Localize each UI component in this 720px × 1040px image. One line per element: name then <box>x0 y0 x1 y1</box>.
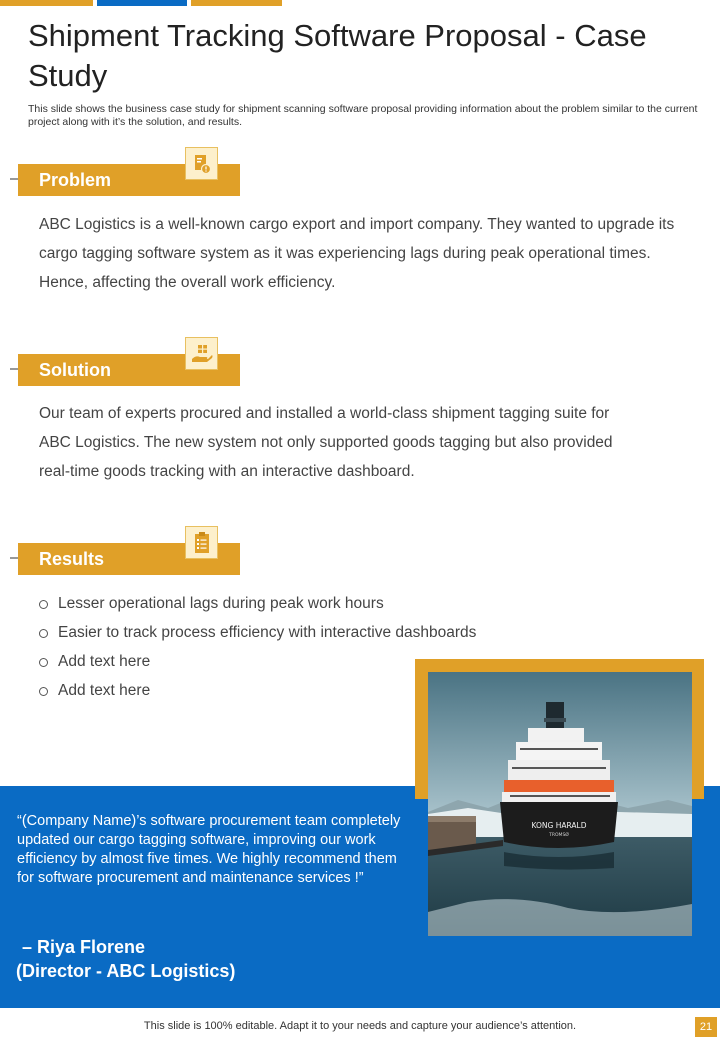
testimonial-name: – Riya Florene <box>22 937 146 957</box>
page-subtitle: This slide shows the business case study for shipment scanning software proposal providing information about the problem similar to the current project along with it’s the solution, and results. <box>28 103 698 128</box>
solution-label: Solution <box>39 360 111 380</box>
ship-name: KONG HARALD <box>531 821 587 830</box>
testimonial-role: (Director - ABC Logistics) <box>16 961 236 981</box>
ship-photo <box>428 672 692 936</box>
problem-text: ABC Logistics is a well-known cargo export and import company. They wanted to upgrade its cargo tagging software system as it was experiencing lags during peak operational times. Hence, affecting the overall work efficiency. <box>39 216 675 291</box>
hand-with-box-icon <box>185 337 218 370</box>
page-title: Shipment Tracking Software Proposal - Case Study <box>28 18 647 93</box>
solution-header <box>0 354 240 386</box>
clipboard-checklist-icon <box>185 526 218 559</box>
results-header <box>0 543 240 575</box>
ship-port: TROMSØ <box>549 833 569 838</box>
results-list <box>38 589 476 705</box>
list-item: Add text here <box>38 647 476 676</box>
testimonial-quote: “(Company Name)’s software procurement team completely updated our cargo tagging software, improving our work efficiency by almost five times. We highly recommend them for software procurement and maintenance services !” <box>17 813 401 886</box>
accent-bar-orange <box>191 0 282 6</box>
list-item: Lesser operational lags during peak work hours <box>38 589 476 618</box>
accent-bar-orange <box>0 0 93 6</box>
problem-header <box>0 164 240 196</box>
list-item: Add text here <box>38 676 476 705</box>
solution-text: Our team of experts procured and installed a world-class shipment tagging suite for ABC Logistics. The new system not only supported goods tagging but also provided real-time goods tracking with an interactive dashboard. <box>39 405 613 480</box>
footer-text: This slide is 100% editable. Adapt it to your needs and capture your audience’s attention. <box>143 1020 577 1032</box>
results-label: Results <box>39 549 105 569</box>
page-number: 21 <box>695 1017 717 1037</box>
list-item: Easier to track process efficiency with interactive dashboards <box>38 618 476 647</box>
document-alert-icon <box>185 147 218 180</box>
problem-label: Problem <box>39 170 112 190</box>
top-accent-bars <box>0 0 720 6</box>
accent-bar-blue <box>97 0 187 6</box>
